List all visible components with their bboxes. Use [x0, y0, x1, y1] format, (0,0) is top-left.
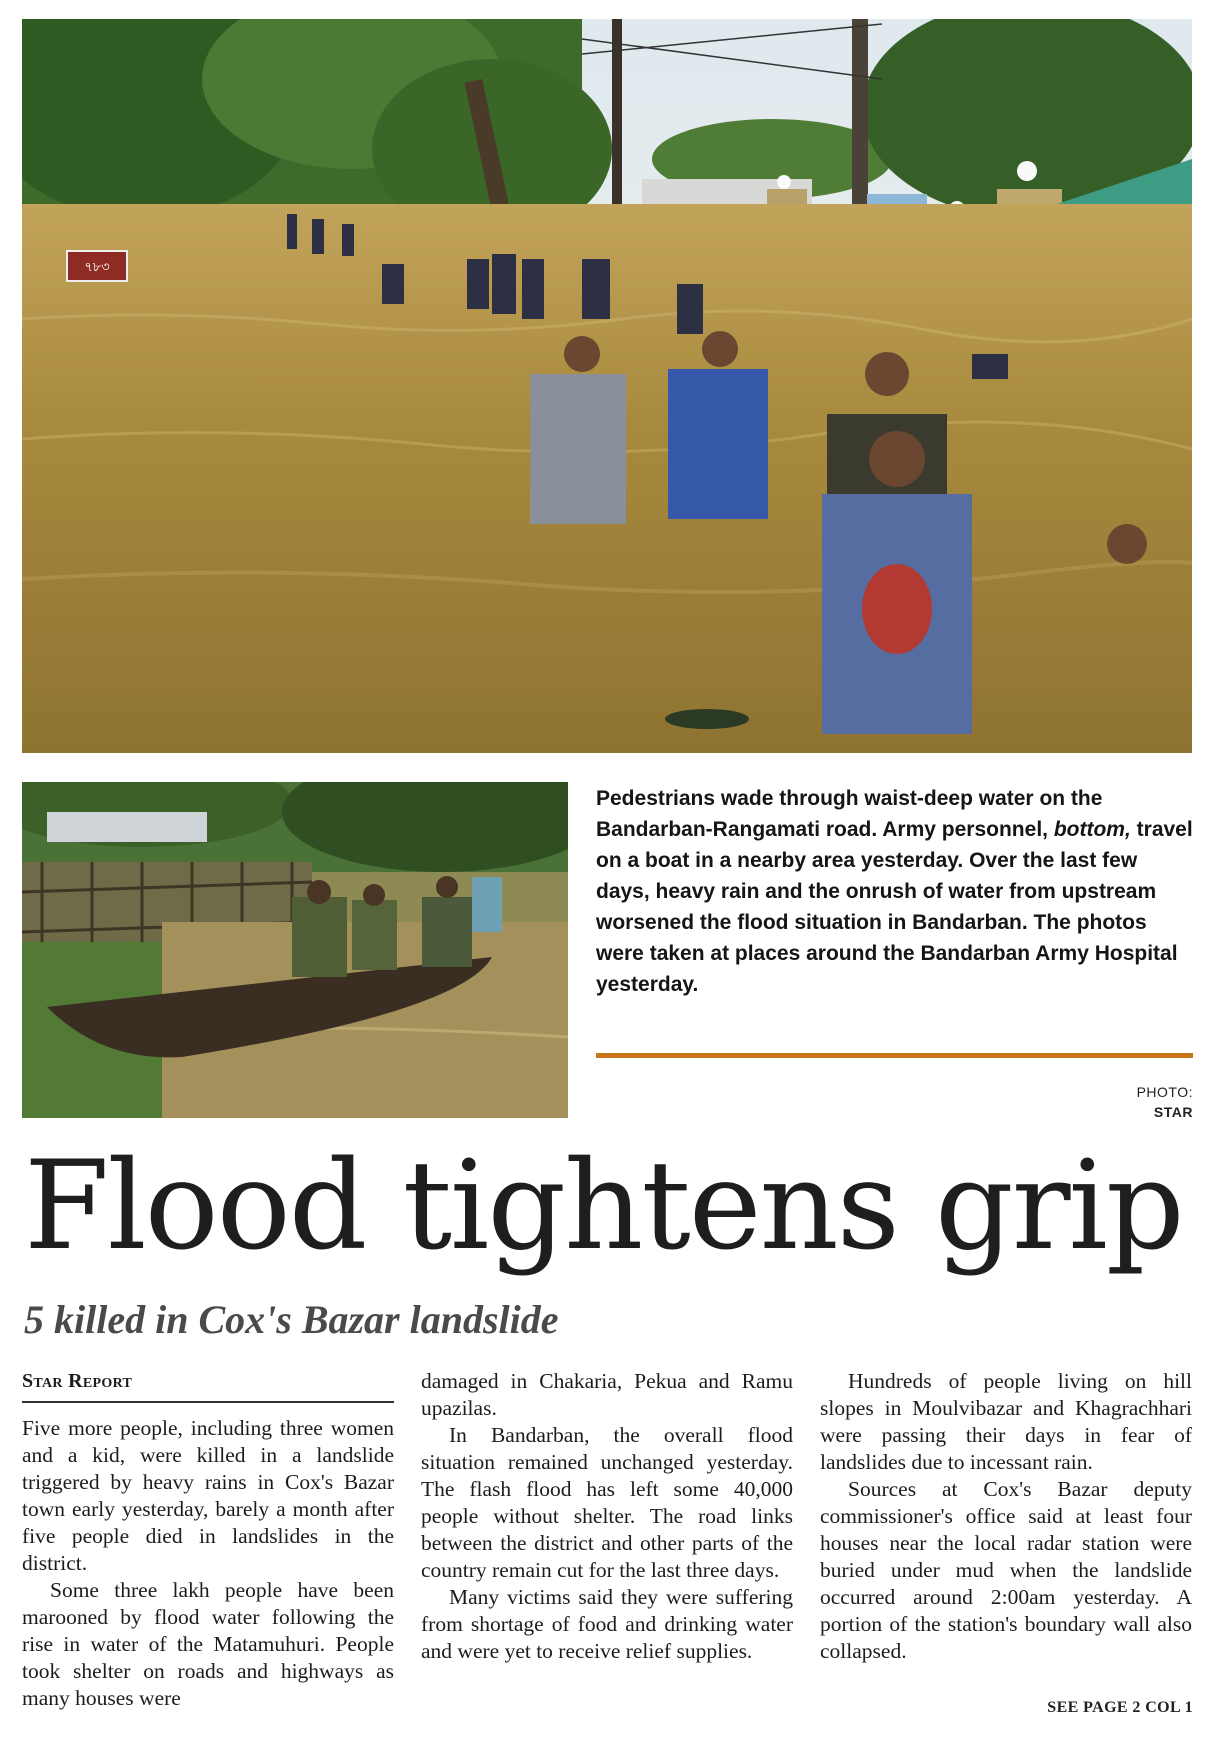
caption-text-1: Pedestrians wade through waist-deep water on the Bandarban-Rangamati road. Army personnel, — [596, 787, 1103, 841]
caption-emphasis: bottom, — [1053, 818, 1131, 841]
article-paragraph: damaged in Chakaria, Pekua and Ramu upazilas. — [421, 1369, 793, 1420]
article-paragraph: Five more people, including three women and a kid, were killed in a landslide triggered by heavy rains in Cox's Bazar town early yesterday, barely a month after five people died in landslides in the district. — [22, 1416, 394, 1575]
byline: Star Report — [22, 1368, 394, 1403]
army-boat-illustration — [22, 782, 568, 1118]
photo-credit-label: PHOTO: — [1136, 1084, 1193, 1100]
article-paragraph: Many victims said they were suffering from shortage of food and drinking water and were yet to receive relief supplies. — [421, 1585, 793, 1663]
photo-credit — [1080, 1082, 1193, 1122]
photo-caption — [596, 783, 1196, 1000]
headline: Flood tightens grip — [24, 1135, 1183, 1278]
caption-divider-rule — [596, 1053, 1193, 1058]
article-column-2 — [421, 1368, 793, 1665]
flooded-road-illustration — [22, 19, 1192, 753]
subheadline: 5 killed in Cox's Bazar landslide — [24, 1297, 559, 1342]
photo-credit-source: STAR — [1153, 1104, 1193, 1120]
article-paragraph: Hundreds of people living on hill slopes in Moulvibazar and Khagrachhari were passing their days in fear of landslides due to incessant rain. — [820, 1369, 1192, 1474]
flood-photo-boat — [22, 782, 568, 1118]
road-sign-text: ৭৮৩ — [84, 260, 110, 275]
flood-photo-main — [22, 19, 1192, 753]
article-column-3 — [820, 1368, 1192, 1665]
article-paragraph: Sources at Cox's Bazar deputy commissioner's office said at least four houses near the local radar station were buried under mud when the landslide occurred around 2:00am yesterday. A portion of the station's boundary wall also collapsed. — [820, 1477, 1192, 1663]
article-paragraph: Some three lakh people have been marooned by flood water following the rise in water of the Matamuhuri. People took shelter on roads and highways as many houses were — [22, 1578, 394, 1710]
caption-text-2: travel on a boat in a nearby area yesterday. Over the last few days, heavy rain and the onrush of water from upstream worsened the flood situation in Bandarban. The photos were taken at places around the Bandarban Army Hospital yesterday. — [596, 818, 1193, 996]
continued-jump-line[interactable]: SEE PAGE 2 COL 1 — [1047, 1699, 1193, 1716]
article-column-1 — [22, 1368, 394, 1712]
article-paragraph: In Bandarban, the overall flood situation remained unchanged yesterday. The flash flood has left some 40,000 people without shelter. The road links between the district and other parts of the country remain cut for the last three days. — [421, 1423, 793, 1582]
